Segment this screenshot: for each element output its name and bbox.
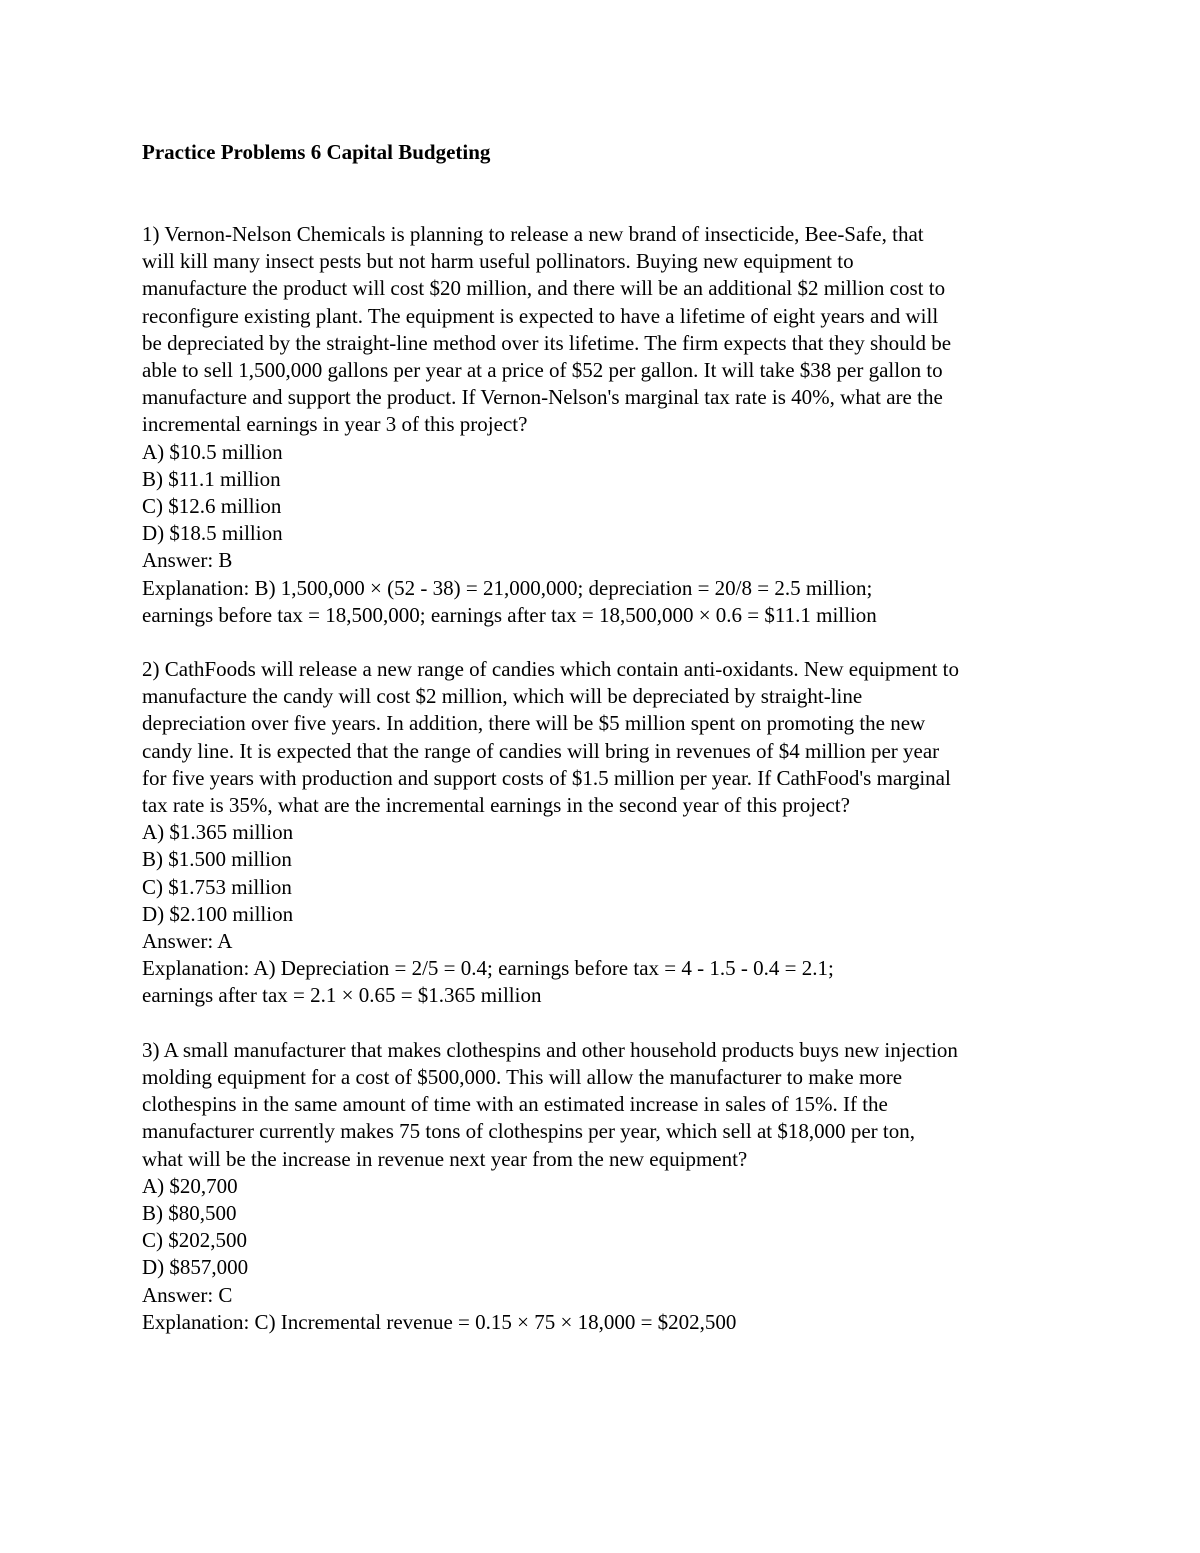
- answer-key: Answer: A: [142, 929, 233, 954]
- answer-option: B) $80,500: [142, 1200, 237, 1225]
- explanation-line: earnings after tax = 2.1 × 0.65 = $1.365 million: [142, 983, 542, 1008]
- question-line: candy line. It is expected that the range of candies will bring in revenues of $4 million per year: [142, 738, 940, 763]
- question-line: manufacturer currently makes 75 tons of clothespins per year, which sell at $18,000 per ton,: [142, 1119, 916, 1144]
- question-line: able to sell 1,500,000 gallons per year at a price of $52 per gallon. It will take $38 per gallon to: [142, 358, 943, 383]
- answer-option: B) $1.500 million: [142, 847, 292, 872]
- problem-3: [142, 1037, 1082, 1336]
- question-line: clothespins in the same amount of time with an estimated increase in sales of 15%. If the: [142, 1092, 888, 1117]
- explanation-line: Explanation: B) 1,500,000 × (52 - 38) = 21,000,000; depreciation = 20/8 = 2.5 million;: [142, 575, 873, 600]
- answer-option: A) $10.5 million: [142, 439, 283, 464]
- answer-key: Answer: C: [142, 1282, 233, 1307]
- question-line: what will be the increase in revenue next year from the new equipment?: [142, 1146, 748, 1171]
- explanation-line: Explanation: C) Incremental revenue = 0.15 × 75 × 18,000 = $202,500: [142, 1309, 737, 1334]
- explanation-line: Explanation: A) Depreciation = 2/5 = 0.4; earnings before tax = 4 - 1.5 - 0.4 = 2.1;: [142, 956, 834, 981]
- answer-key: Answer: B: [142, 548, 233, 573]
- page-title: Practice Problems 6 Capital Budgeting: [142, 140, 491, 164]
- problem-2: [142, 656, 1082, 1010]
- question-line: reconfigure existing plant. The equipment is expected to have a lifetime of eight years and will: [142, 303, 939, 328]
- question-line: tax rate is 35%, what are the incremental earnings in the second year of this project?: [142, 793, 850, 818]
- problem-1: [142, 221, 1082, 629]
- question-line: 3) A small manufacturer that makes clothespins and other household products buys new injection: [142, 1037, 958, 1062]
- question-line: depreciation over five years. In addition, there will be $5 million spent on promoting the new: [142, 711, 926, 736]
- document-page: [142, 138, 1082, 1363]
- answer-option: C) $1.753 million: [142, 874, 292, 899]
- answer-option: A) $1.365 million: [142, 820, 294, 845]
- question-line: 2) CathFoods will release a new range of candies which contain anti-oxidants. New equipment to: [142, 657, 960, 682]
- answer-option: C) $202,500: [142, 1228, 247, 1253]
- explanation-line: earnings before tax = 18,500,000; earnings after tax = 18,500,000 × 0.6 = $11.1 million: [142, 602, 877, 627]
- question-line: for five years with production and support costs of $1.5 million per year. If CathFood's marginal: [142, 765, 951, 790]
- question-line: 1) Vernon-Nelson Chemicals is planning to release a new brand of insecticide, Bee-Safe, that: [142, 222, 924, 246]
- question-line: manufacture the product will cost $20 million, and there will be an additional $2 million cost to: [142, 276, 946, 301]
- question-line: molding equipment for a cost of $500,000. This will allow the manufacturer to make more: [142, 1064, 903, 1089]
- question-line: be depreciated by the straight-line method over its lifetime. The firm expects that they should be: [142, 330, 952, 355]
- answer-option: C) $12.6 million: [142, 494, 282, 519]
- answer-option: B) $11.1 million: [142, 466, 281, 491]
- answer-option: D) $2.100 million: [142, 901, 294, 926]
- question-line: incremental earnings in year 3 of this project?: [142, 412, 528, 437]
- question-line: manufacture the candy will cost $2 million, which will be depreciated by straight-line: [142, 684, 863, 709]
- answer-option: D) $18.5 million: [142, 521, 283, 546]
- answer-option: A) $20,700: [142, 1173, 238, 1198]
- question-line: will kill many insect pests but not harm useful pollinators. Buying new equipment to: [142, 249, 854, 274]
- answer-option: D) $857,000: [142, 1255, 249, 1280]
- question-line: manufacture and support the product. If Vernon-Nelson's marginal tax rate is 40%, what are the: [142, 385, 943, 410]
